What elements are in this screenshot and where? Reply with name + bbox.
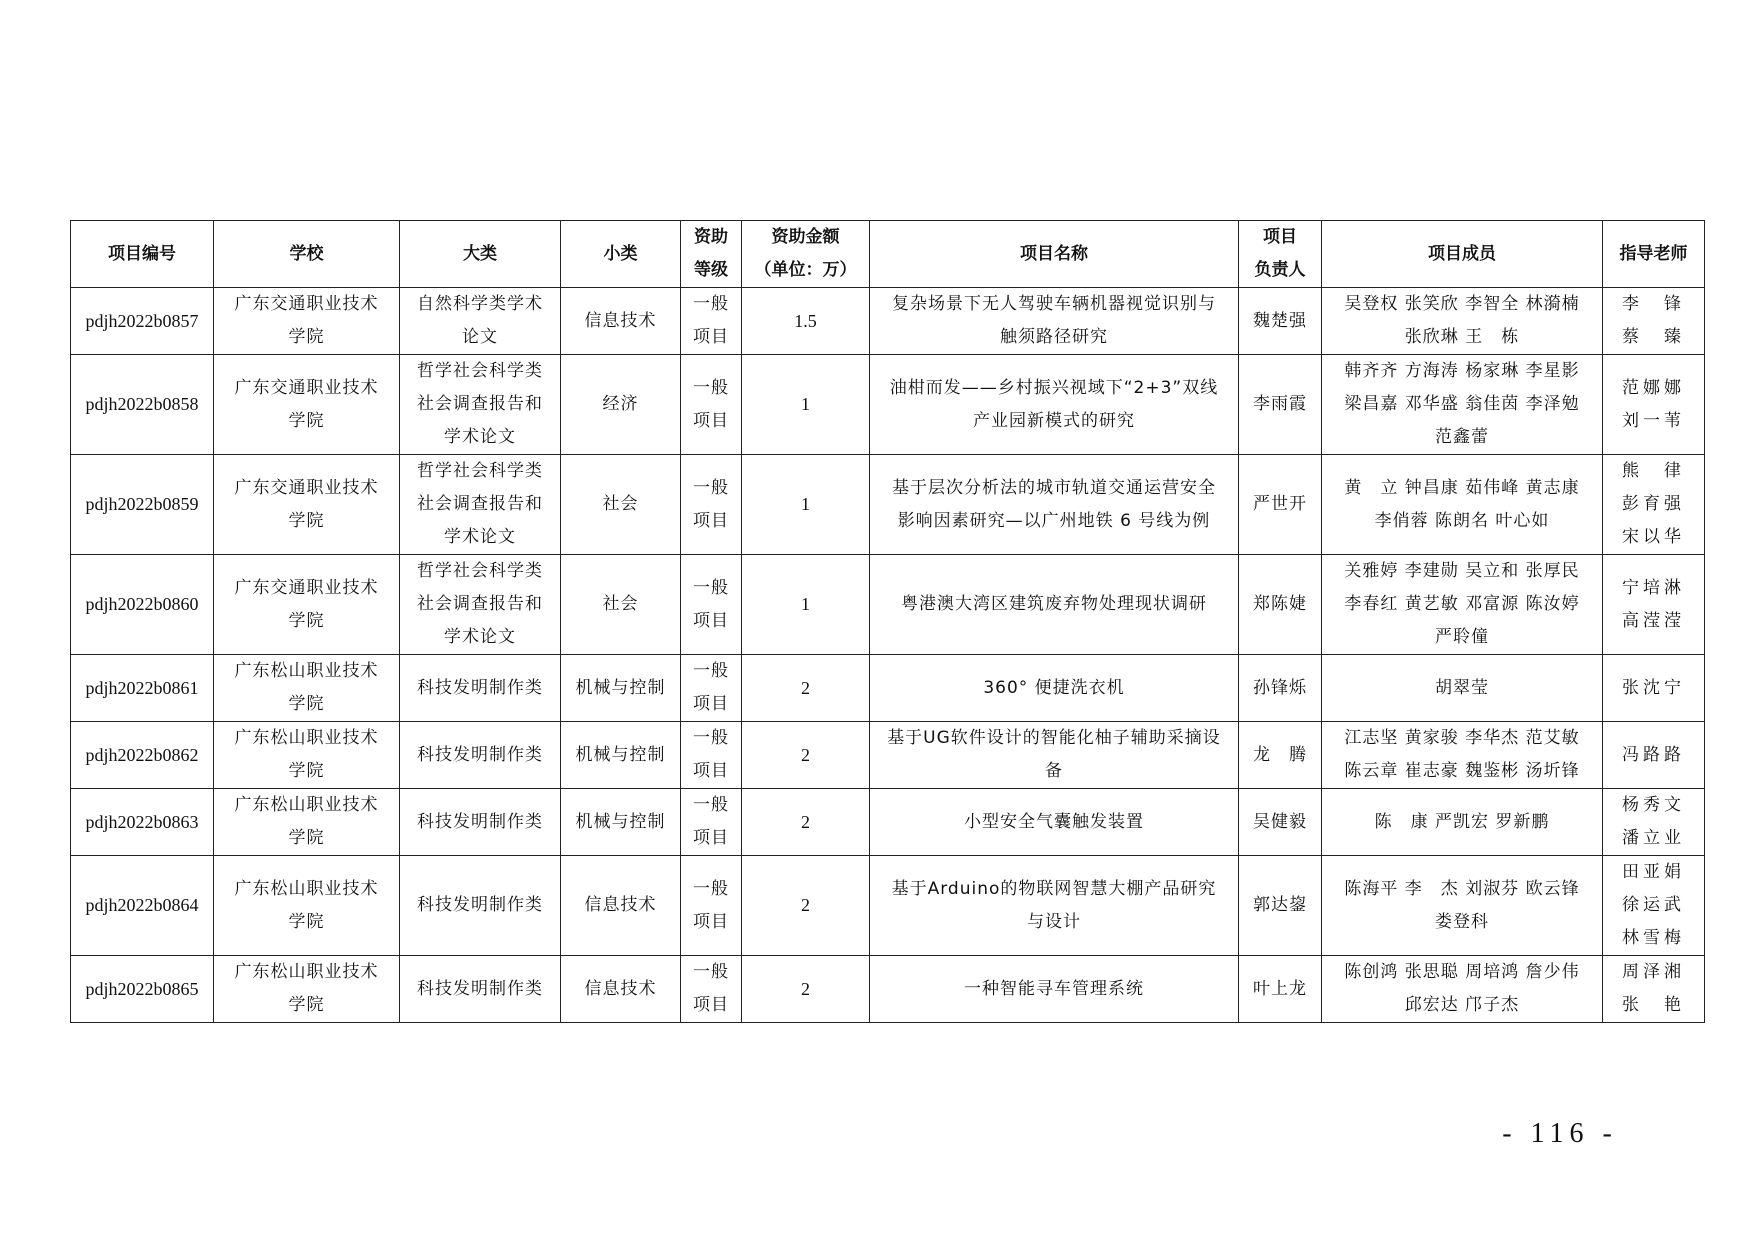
- cell-level: 一般 项目: [681, 455, 742, 555]
- cell-school: 广东交通职业技术 学院: [214, 288, 400, 355]
- cell-category: 哲学社会科学类 社会调查报告和 学术论文: [400, 555, 561, 655]
- cell-level: 一般 项目: [681, 655, 742, 722]
- cell-teacher: 张沈宁: [1603, 655, 1705, 722]
- cell-code: pdjh2022b0862: [71, 722, 214, 789]
- cell-members: 吴登权 张笑欣 李智全 林漪楠 张欣琳 王 栋: [1322, 288, 1603, 355]
- cell-subcategory: 信息技术: [561, 956, 681, 1023]
- cell-code: pdjh2022b0860: [71, 555, 214, 655]
- cell-school: 广东松山职业技术 学院: [214, 789, 400, 856]
- table-row: [71, 288, 1705, 355]
- cell-subcategory: 社会: [561, 555, 681, 655]
- header-members: 项目成员: [1322, 221, 1603, 288]
- cell-leader: 吴健毅: [1239, 789, 1322, 856]
- cell-subcategory: 机械与控制: [561, 655, 681, 722]
- cell-leader: 李雨霞: [1239, 355, 1322, 455]
- cell-leader: 郭达鋆: [1239, 856, 1322, 956]
- cell-subcategory: 社会: [561, 455, 681, 555]
- cell-members: 关雅婷 李建勋 吴立和 张厚民 李春红 黄艺敏 邓富源 陈汝婷 严聆僮: [1322, 555, 1603, 655]
- cell-level: 一般 项目: [681, 355, 742, 455]
- cell-amount: 2: [742, 655, 870, 722]
- cell-category: 哲学社会科学类 社会调查报告和 学术论文: [400, 355, 561, 455]
- header-school: 学校: [214, 221, 400, 288]
- cell-leader: 严世开: [1239, 455, 1322, 555]
- header-teacher: 指导老师: [1603, 221, 1705, 288]
- table-row: [71, 856, 1705, 956]
- table-row: [71, 555, 1705, 655]
- cell-category: 科技发明制作类: [400, 789, 561, 856]
- cell-name: 油柑而发——乡村振兴视域下“2+3”双线 产业园新模式的研究: [870, 355, 1239, 455]
- cell-members: 江志坚 黄家骏 李华杰 范艾敏 陈云章 崔志豪 魏鉴彬 汤圻锋: [1322, 722, 1603, 789]
- cell-teacher: 周泽湘 张 艳: [1603, 956, 1705, 1023]
- cell-name: 基于Arduino的物联网智慧大棚产品研究 与设计: [870, 856, 1239, 956]
- cell-category: 科技发明制作类: [400, 956, 561, 1023]
- cell-members: 胡翠莹: [1322, 655, 1603, 722]
- cell-level: 一般 项目: [681, 288, 742, 355]
- cell-amount: 1: [742, 455, 870, 555]
- cell-members: 韩齐齐 方海涛 杨家琳 李星影 梁昌嘉 邓华盛 翁佳茵 李泽勉 范鑫蕾: [1322, 355, 1603, 455]
- cell-category: 科技发明制作类: [400, 655, 561, 722]
- table-row: [71, 956, 1705, 1023]
- cell-members: 陈 康 严凯宏 罗新鹏: [1322, 789, 1603, 856]
- cell-code: pdjh2022b0859: [71, 455, 214, 555]
- cell-subcategory: 信息技术: [561, 288, 681, 355]
- table-row: [71, 455, 1705, 555]
- cell-code: pdjh2022b0858: [71, 355, 214, 455]
- cell-category: 哲学社会科学类 社会调查报告和 学术论文: [400, 455, 561, 555]
- cell-category: 科技发明制作类: [400, 856, 561, 956]
- table-row: [71, 355, 1705, 455]
- cell-leader: 魏楚强: [1239, 288, 1322, 355]
- cell-teacher: 范娜娜 刘一苇: [1603, 355, 1705, 455]
- cell-amount: 2: [742, 722, 870, 789]
- cell-members: 黄 立 钟昌康 茹伟峰 黄志康 李俏蓉 陈朗名 叶心如: [1322, 455, 1603, 555]
- header-row: [71, 221, 1705, 288]
- cell-code: pdjh2022b0861: [71, 655, 214, 722]
- cell-amount: 2: [742, 789, 870, 856]
- cell-teacher: 田亚娟 徐运武 林雪梅: [1603, 856, 1705, 956]
- header-leader: 项目 负责人: [1239, 221, 1322, 288]
- header-subcategory: 小类: [561, 221, 681, 288]
- cell-name: 基于UG软件设计的智能化柚子辅助采摘设 备: [870, 722, 1239, 789]
- cell-name: 小型安全气囊触发装置: [870, 789, 1239, 856]
- cell-code: pdjh2022b0863: [71, 789, 214, 856]
- header-category: 大类: [400, 221, 561, 288]
- cell-leader: 孙锋烁: [1239, 655, 1322, 722]
- page-number: - 116 -: [1502, 1118, 1618, 1149]
- table-row: [71, 789, 1705, 856]
- cell-leader: 叶上龙: [1239, 956, 1322, 1023]
- cell-category: 自然科学类学术 论文: [400, 288, 561, 355]
- cell-members: 陈创鸿 张思聪 周培鸿 詹少伟 邱宏达 邝子杰: [1322, 956, 1603, 1023]
- cell-subcategory: 信息技术: [561, 856, 681, 956]
- cell-name: 360° 便捷洗衣机: [870, 655, 1239, 722]
- cell-amount: 2: [742, 856, 870, 956]
- cell-teacher: 冯路路: [1603, 722, 1705, 789]
- table-row: [71, 655, 1705, 722]
- cell-level: 一般 项目: [681, 856, 742, 956]
- cell-amount: 1: [742, 555, 870, 655]
- cell-amount: 1.5: [742, 288, 870, 355]
- cell-code: pdjh2022b0857: [71, 288, 214, 355]
- cell-amount: 2: [742, 956, 870, 1023]
- cell-subcategory: 机械与控制: [561, 722, 681, 789]
- header-name: 项目名称: [870, 221, 1239, 288]
- cell-school: 广东松山职业技术 学院: [214, 956, 400, 1023]
- cell-members: 陈海平 李 杰 刘淑芬 欧云锋 娄登科: [1322, 856, 1603, 956]
- cell-school: 广东松山职业技术 学院: [214, 722, 400, 789]
- cell-code: pdjh2022b0865: [71, 956, 214, 1023]
- cell-school: 广东交通职业技术 学院: [214, 455, 400, 555]
- cell-name: 一种智能寻车管理系统: [870, 956, 1239, 1023]
- cell-category: 科技发明制作类: [400, 722, 561, 789]
- cell-subcategory: 经济: [561, 355, 681, 455]
- header-amount: 资助金额 （单位：万）: [742, 221, 870, 288]
- cell-level: 一般 项目: [681, 956, 742, 1023]
- cell-school: 广东松山职业技术 学院: [214, 655, 400, 722]
- cell-amount: 1: [742, 355, 870, 455]
- cell-leader: 龙 腾: [1239, 722, 1322, 789]
- cell-teacher: 李 锋 蔡 臻: [1603, 288, 1705, 355]
- header-level: 资助 等级: [681, 221, 742, 288]
- cell-leader: 郑陈婕: [1239, 555, 1322, 655]
- cell-teacher: 熊 律 彭育强 宋以华: [1603, 455, 1705, 555]
- cell-school: 广东交通职业技术 学院: [214, 555, 400, 655]
- cell-subcategory: 机械与控制: [561, 789, 681, 856]
- cell-level: 一般 项目: [681, 555, 742, 655]
- cell-teacher: 宁培淋 高滢滢: [1603, 555, 1705, 655]
- cell-level: 一般 项目: [681, 722, 742, 789]
- project-table: [70, 220, 1705, 1023]
- cell-name: 复杂场景下无人驾驶车辆机器视觉识别与 触须路径研究: [870, 288, 1239, 355]
- table-row: [71, 722, 1705, 789]
- cell-teacher: 杨秀文 潘立业: [1603, 789, 1705, 856]
- header-code: 项目编号: [71, 221, 214, 288]
- cell-school: 广东松山职业技术 学院: [214, 856, 400, 956]
- cell-name: 粤港澳大湾区建筑废弃物处理现状调研: [870, 555, 1239, 655]
- cell-level: 一般 项目: [681, 789, 742, 856]
- cell-school: 广东交通职业技术 学院: [214, 355, 400, 455]
- cell-name: 基于层次分析法的城市轨道交通运营安全 影响因素研究—以广州地铁 6 号线为例: [870, 455, 1239, 555]
- cell-code: pdjh2022b0864: [71, 856, 214, 956]
